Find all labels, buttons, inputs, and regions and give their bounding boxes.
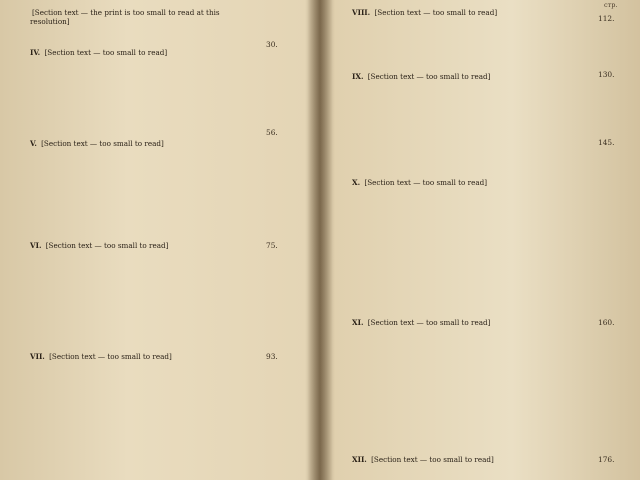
toc-entry — [352, 178, 590, 302]
toc-text: [Section text — too small to read] — [367, 72, 491, 81]
toc-text: [Section text — too small to read] — [367, 318, 491, 327]
toc-numeral: VIII. — [352, 8, 371, 17]
toc-text: [Section text — too small to read] — [364, 178, 488, 187]
toc-numeral: VII. — [30, 352, 45, 361]
toc-entry — [30, 241, 258, 351]
toc-entry — [352, 8, 590, 68]
toc-text: [Section text — the print is too small to read at this resolution] — [30, 8, 220, 27]
toc-text: [Section text — too small to read] — [41, 139, 164, 148]
toc-page-number: 93. — [266, 352, 278, 361]
toc-page-number: 130. — [598, 70, 615, 79]
toc-entry — [352, 72, 590, 176]
toc-page-number: 176. — [598, 455, 615, 464]
toc-text: [Section text — too small to read] — [49, 352, 172, 361]
book-spine — [305, 0, 335, 480]
toc-text: [Section text — too small to read] — [44, 48, 168, 57]
toc-numeral: IX. — [352, 72, 364, 81]
right-running-head: стр. — [604, 1, 618, 9]
toc-numeral: XI. — [352, 318, 364, 327]
toc-page-number: 145. — [598, 138, 615, 147]
toc-text: [Section text — too small to read] — [45, 241, 169, 250]
left-page — [10, 0, 300, 480]
toc-page-number: 75. — [266, 241, 278, 250]
toc-entry — [352, 455, 590, 480]
toc-page-number: 56. — [266, 128, 278, 137]
toc-numeral: VI. — [30, 241, 42, 250]
toc-page-number: 160. — [598, 318, 615, 327]
toc-text: [Section text — too small to read] — [374, 8, 498, 17]
toc-numeral: XII. — [352, 455, 367, 464]
toc-entry — [352, 318, 590, 458]
toc-page-number: 112. — [598, 14, 615, 23]
toc-text: [Section text — too small to read] — [371, 455, 494, 464]
toc-entry — [30, 352, 258, 480]
toc-numeral: X. — [352, 178, 361, 187]
toc-page-number: 30. — [266, 40, 278, 49]
toc-entry — [30, 8, 258, 48]
toc-numeral: V. — [30, 139, 37, 148]
right-page — [342, 0, 632, 480]
toc-entry — [30, 139, 258, 241]
toc-numeral: IV. — [30, 48, 41, 57]
toc-entry — [30, 48, 258, 138]
